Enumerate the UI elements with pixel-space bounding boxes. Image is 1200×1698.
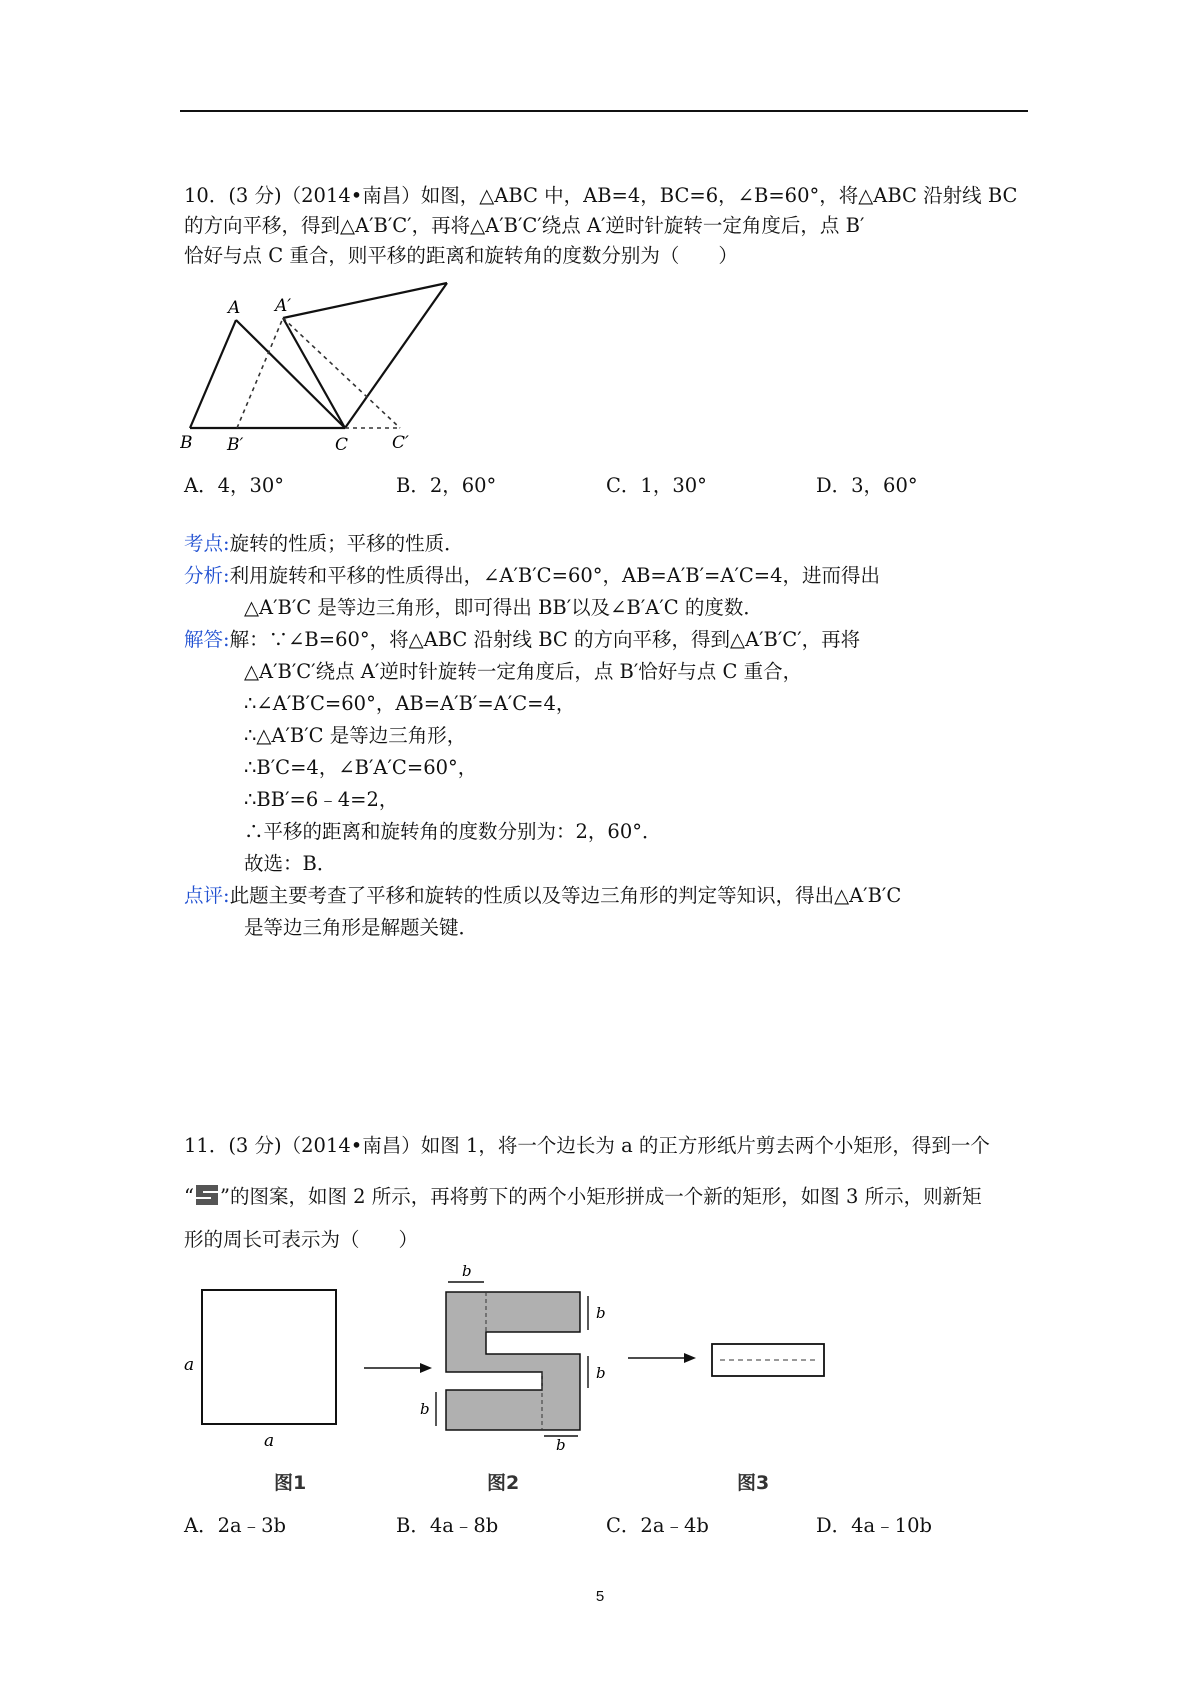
q11-option-b: B．4a﹣8b	[396, 1514, 499, 1537]
q11-line-3: 形的周长可表示为（ ）	[184, 1228, 419, 1251]
dianping-label: 点评:	[184, 884, 230, 907]
fenxi-text-2: △A′B′C 是等边三角形，即可得出 BB′以及∠B′A′C 的度数．	[244, 596, 763, 619]
q10-line-1: 10．(3 分)（2014•南昌）如图，△ABC 中，AB=4，BC=6，∠B=60°，将△ABC 沿射线 BC	[184, 184, 1018, 207]
kaodian-label: 考点:	[184, 532, 230, 555]
kaodian-row	[184, 534, 464, 554]
open-quote: “	[184, 1185, 194, 1208]
q10-option-a: A．4，30°	[184, 474, 285, 497]
kaodian-text: 旋转的性质；平移的性质．	[229, 532, 464, 555]
figure2-label-b-right2: b	[596, 1364, 606, 1382]
jieda-row	[184, 630, 860, 650]
arrow-1-head-icon	[420, 1363, 432, 1373]
figure1-square	[202, 1290, 336, 1424]
arrow-2-head-icon	[684, 1353, 696, 1363]
fenxi-row	[184, 566, 880, 586]
jieda-text-6: ∴BB′=6﹣4=2，	[244, 788, 399, 811]
jieda-text-2: △A′B′C′绕点 A′逆时针旋转一定角度后，点 B′恰好与点 C 重合，	[244, 660, 803, 683]
figure2-label-b-bottom: b	[556, 1436, 566, 1450]
jieda-text-4: ∴△A′B′C 是等边三角形，	[244, 724, 467, 747]
label-c: C	[335, 435, 349, 455]
label-b: B	[180, 433, 193, 453]
page-number: 5	[595, 1588, 605, 1605]
segment-b1a1-dashed	[237, 318, 283, 428]
segment-a1c	[283, 318, 345, 428]
segment-top-c	[345, 283, 447, 428]
figure2-s-shape	[446, 1292, 580, 1430]
close-quote: ”	[219, 1185, 230, 1208]
jieda-text-7: ∴平移的距离和旋转角的度数分别为：2，60°．	[244, 820, 662, 843]
jieda-label: 解答:	[184, 628, 230, 651]
fenxi-text-1: 利用旋转和平移的性质得出，∠A′B′C=60°，AB=A′B′=A′C=4，进而得出	[229, 564, 881, 587]
label-c-prime: C′	[392, 433, 409, 453]
segment-a1-top	[283, 283, 447, 318]
q11-line-2-row	[184, 1184, 982, 1207]
label-b-prime: B′	[227, 435, 244, 455]
caption-figure-2: 图2	[487, 1472, 520, 1494]
q11-option-c: C．2a﹣4b	[606, 1514, 709, 1537]
segment-ac	[236, 320, 345, 428]
caption-figure-1: 图1	[274, 1472, 307, 1494]
q10-option-d: D．3，60°	[816, 474, 918, 497]
jieda-text-5: ∴B′C=4，∠B′A′C=60°，	[244, 756, 478, 779]
q11-figures	[180, 1260, 840, 1450]
dianping-text-1: 此题主要考查了平移和旋转的性质以及等边三角形的判定等知识，得出△A′B′C	[229, 884, 902, 907]
figure2-label-b-left: b	[420, 1400, 430, 1418]
dianping-text-2: 是等边三角形是解题关键．	[244, 916, 479, 939]
q11-option-d: D．4a﹣10b	[816, 1514, 932, 1537]
q10-line-3: 恰好与点 C 重合，则平移的距离和旋转角的度数分别为（ ）	[184, 244, 738, 267]
segment-ab	[190, 320, 236, 428]
dianping-row	[184, 886, 901, 906]
figure2-label-b-top: b	[462, 1262, 472, 1280]
figure1-label-a-bottom: a	[264, 1431, 275, 1450]
q10-figure	[180, 280, 460, 460]
s-shape-icon	[194, 1184, 220, 1206]
figure1-label-a-side: a	[184, 1355, 195, 1375]
q10-line-2: 的方向平移，得到△A′B′C′，再将△A′B′C′绕点 A′逆时针旋转一定角度后，点 B′	[184, 214, 865, 237]
q11-line-2: 的图案，如图 2 所示，再将剪下的两个小矩形拼成一个新的矩形，如图 3 所示，则新矩	[229, 1185, 982, 1208]
label-a-prime: A′	[275, 296, 292, 316]
jieda-text-3: ∴∠A′B′C=60°，AB=A′B′=A′C=4，	[244, 692, 576, 715]
jieda-text-1: 解：∵∠B=60°，将△ABC 沿射线 BC 的方向平移，得到△A′B′C′，再将	[229, 628, 861, 651]
header-rule	[180, 110, 1028, 112]
q11-line-1: 11．(3 分)（2014•南昌）如图 1，将一个边长为 a 的正方形纸片剪去两个小矩形，得到一个	[184, 1134, 990, 1157]
label-a: A	[228, 298, 241, 318]
q11-option-a: A．2a﹣3b	[184, 1514, 287, 1537]
jieda-text-8: 故选：B．	[244, 852, 337, 875]
figure2-label-b-right1: b	[596, 1304, 606, 1322]
q10-option-b: B．2，60°	[396, 474, 497, 497]
caption-figure-3: 图3	[737, 1472, 770, 1494]
fenxi-label: 分析:	[184, 564, 230, 587]
q10-option-c: C．1，30°	[606, 474, 707, 497]
